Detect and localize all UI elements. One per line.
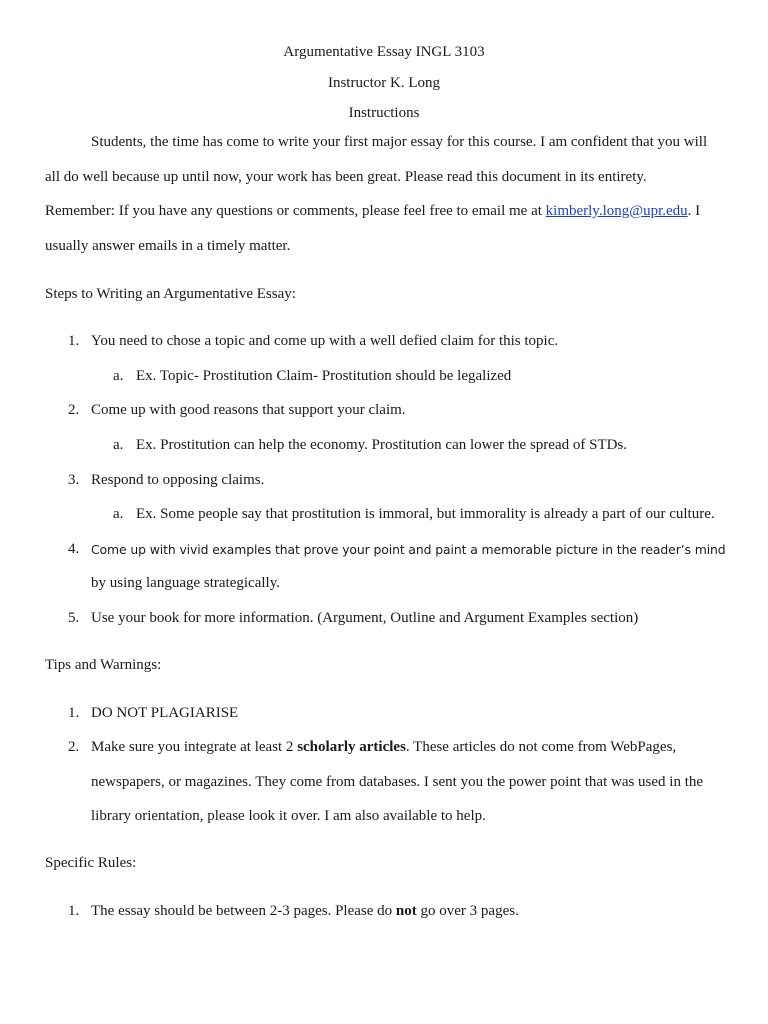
step-2-number: 2. xyxy=(68,402,80,418)
instructions-heading: Instructions xyxy=(348,105,420,121)
tip-2-line-2: newspapers, or magazines. They come from databases. I sent you the power point that was used in the xyxy=(91,774,704,790)
tip-2-line-3: library orientation, please look it over. I am also available to help. xyxy=(91,808,486,824)
step-3a-letter: a. xyxy=(113,506,124,522)
document-title: Argumentative Essay INGL 3103 xyxy=(283,44,485,60)
step-2-text: Come up with good reasons that support your claim. xyxy=(91,402,406,418)
step-5-text: Use your book for more information. (Argument, Outline and Argument Examples section) xyxy=(91,610,639,626)
step-1-number: 1. xyxy=(68,333,80,349)
step-1a-letter: a. xyxy=(113,368,124,384)
rule-1-text xyxy=(91,903,519,920)
email-link[interactable]: kimberly.long@upr.edu xyxy=(545,203,688,219)
rule-1-number: 1. xyxy=(68,903,80,919)
tip-2-number: 2. xyxy=(68,739,80,755)
step-1-text: You need to chose a topic and come up with a well defied claim for this topic. xyxy=(91,333,559,349)
not-emphasis: not xyxy=(395,903,417,919)
tip-2-text-start: Make sure you integrate at least 2 xyxy=(91,739,298,755)
step-4-text-continued: by using language strategically. xyxy=(91,575,280,591)
intro-line-3-text: Remember: If you have any questions or comments, please feel free to email me at xyxy=(45,203,546,219)
intro-line-3 xyxy=(45,203,700,220)
rules-heading: Specific Rules: xyxy=(45,855,137,871)
step-2a-text: Ex. Prostitution can help the economy. Prostitution can lower the spread of STDs. xyxy=(136,437,628,453)
rule-1-text-start: The essay should be between 2-3 pages. Please do xyxy=(91,903,396,919)
tip-1-number: 1. xyxy=(68,705,80,721)
tips-heading: Tips and Warnings: xyxy=(45,657,162,673)
steps-heading: Steps to Writing an Argumentative Essay: xyxy=(45,286,296,302)
intro-line-3-end: . I xyxy=(687,203,701,219)
step-1a-text: Ex. Topic- Prostitution Claim- Prostitution should be legalized xyxy=(136,368,512,384)
intro-line-1: Students, the time has come to write your first major essay for this course. I am confident that you will xyxy=(91,134,708,150)
step-4-number: 4. xyxy=(68,541,80,557)
step-5-number: 5. xyxy=(68,610,80,626)
step-2a-letter: a. xyxy=(113,437,124,453)
intro-line-4: usually answer emails in a timely matter. xyxy=(45,238,291,254)
step-4-text: Come up with vivid examples that prove your point and paint a memorable picture in the reader’s mind xyxy=(91,542,726,557)
tip-1-text: DO NOT PLAGIARISE xyxy=(91,705,239,721)
step-3-text: Respond to opposing claims. xyxy=(91,472,265,488)
rule-1-text-end: go over 3 pages. xyxy=(416,903,519,919)
step-3-number: 3. xyxy=(68,472,80,488)
intro-line-2: all do well because up until now, your work has been great. Please read this document in its entirety. xyxy=(45,169,647,185)
scholarly-articles-emphasis: scholarly articles xyxy=(297,739,406,755)
instructor-name: Instructor K. Long xyxy=(327,75,441,91)
step-3a-text: Ex. Some people say that prostitution is immoral, but immorality is already a part of our culture. xyxy=(136,506,715,522)
tip-2-text-end: . These articles do not come from WebPages, xyxy=(405,739,677,755)
tip-2-line-1 xyxy=(91,739,676,756)
